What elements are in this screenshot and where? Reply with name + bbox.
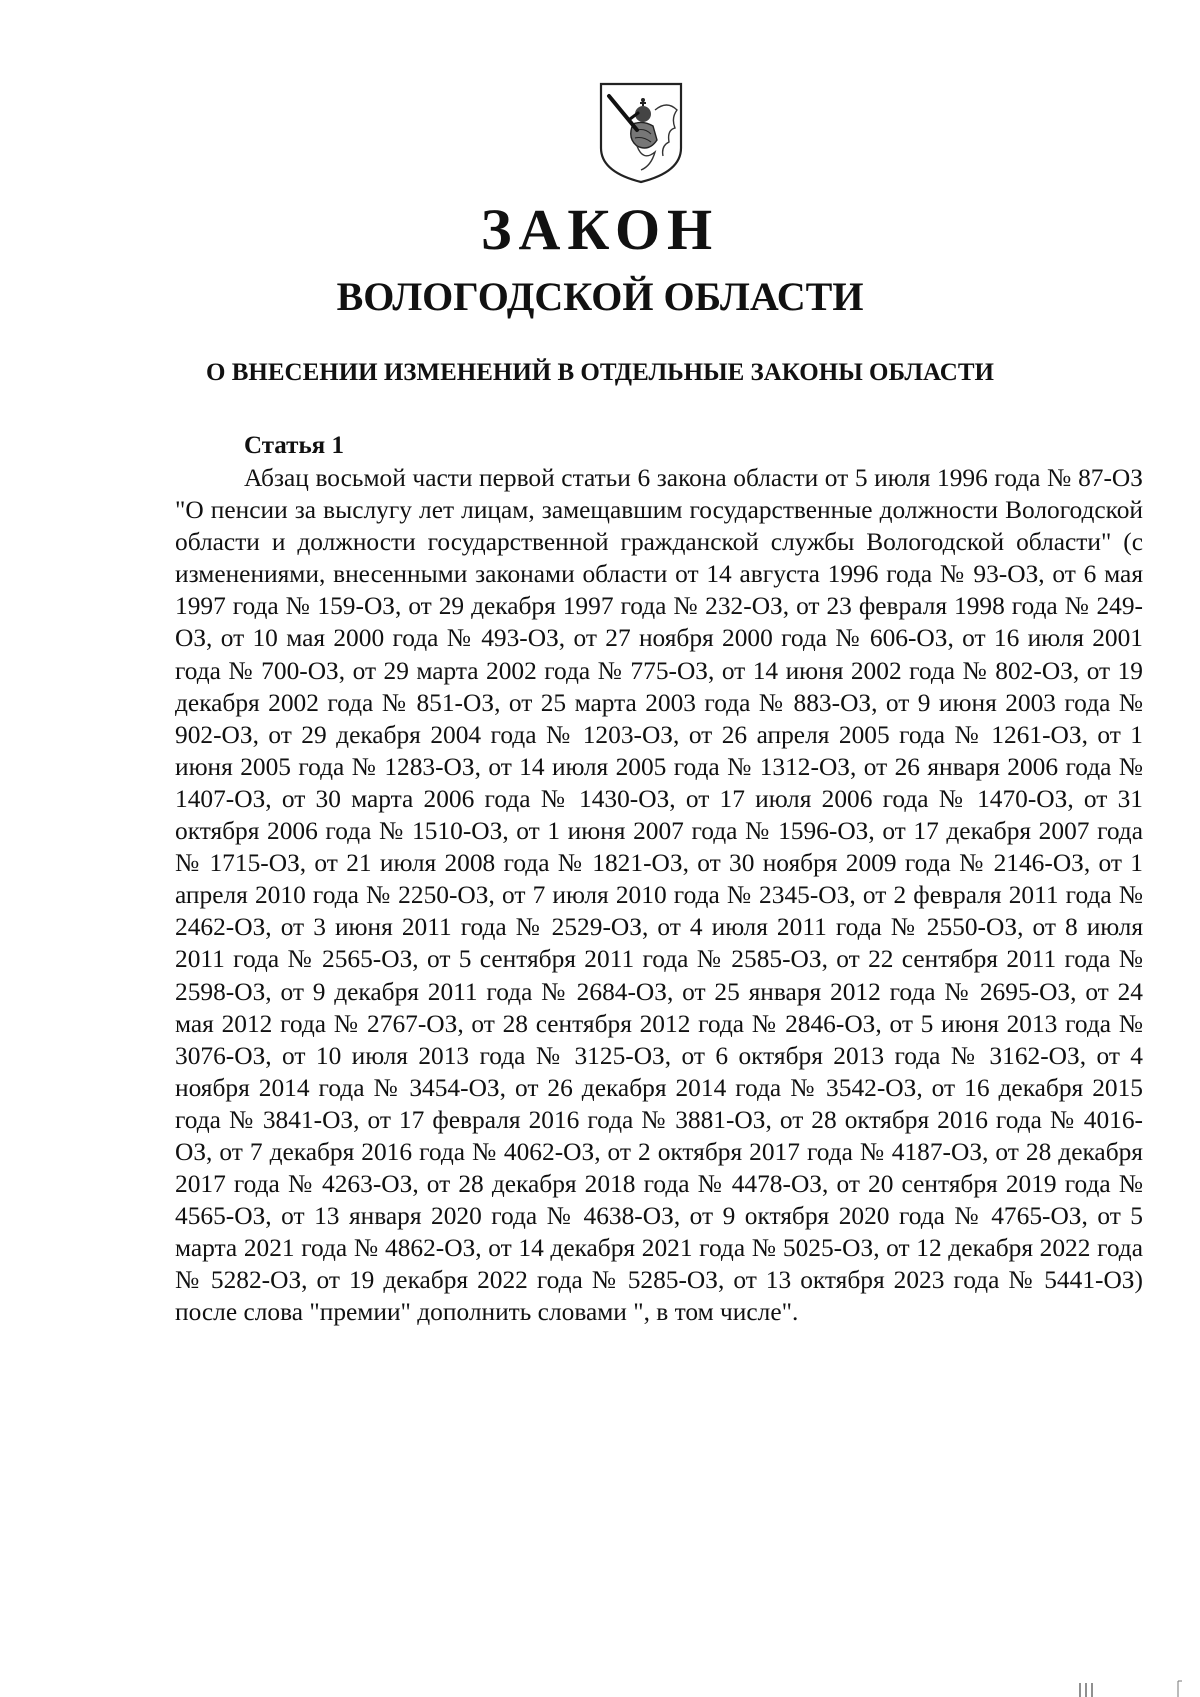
article-body: Абзац восьмой части первой статьи 6 закона области от 5 июля 1996 года № 87-ОЗ "О пенсии за выслугу лет лицам, замещавшим государственные должности Вологодской области и должности государственной гражданской службы Вологодской области" (с изменениями, внесенными законами области от 14 августа 1996 года № 93-ОЗ, от 6 мая 1997 года № 159-ОЗ, от 29 декабря 1997 года № 232-ОЗ, от 23 февраля 1998 года № 249-ОЗ, от 10 мая 2000 года № 493-ОЗ, от 27 ноября 2000 года № 606-ОЗ, от 16 июля 2001 года № 700-ОЗ, от 29 марта 2002 года № 775-ОЗ, от 14 июня 2002 года № 802-ОЗ, от 19 декабря 2002 года № 851-ОЗ, от 25 марта 2003 года № 883-ОЗ, от 9 июня 2003 года № 902-ОЗ, от 29 декабря 2004 года № 1203-ОЗ, от 26 апреля 2005 года № 1261-ОЗ, от 1 июня 2005 года № 1283-ОЗ, от 14 июля 2005 года № 1312-ОЗ, от 26 января 2006 года № 1407-ОЗ, от 30 марта 2006 года № 1430-ОЗ, от 17 июля 2006 года № 1470-ОЗ, от 31 октября 2006 года № 1510-ОЗ, от 1 июня 2007 года № 1596-ОЗ, от 17 декабря 2007 года № 1715-ОЗ, от 21 июля 2008 года № 1821-ОЗ, от 30 ноября 2009 года № 2146-ОЗ, от 1 апреля 2010 года № 2250-ОЗ, от 7 июля 2010 года № 2345-ОЗ, от 2 февраля 2011 года № 2462-ОЗ, от 3 июня 2011 года № 2529-ОЗ, от 4 июля 2011 года № 2550-ОЗ, от 8 июля 2011 года № 2565-ОЗ, от 5 сентября 2011 года № 2585-ОЗ, от 22 сентября 2011 года № 2598-ОЗ, от 9 декабря 2011 года № 2684-ОЗ, от 25 января 2012 года № 2695-ОЗ, от 24 мая 2012 года № 2767-ОЗ, от 28 сентября 2012 года № 2846-ОЗ, от 5 июня 2013 года № 3076-ОЗ, от 10 июля 2013 года № 3125-ОЗ, от 6 октября 2013 года № 3162-ОЗ, от 4 ноября 2014 года № 3454-ОЗ, от 26 декабря 2014 года № 3542-ОЗ, от 16 декабря 2015 года № 3841-ОЗ, от 17 февраля 2016 года № 3881-ОЗ, от 28 октября 2016 года № 4016-ОЗ, от 7 декабря 2016 года № 4062-ОЗ, от 2 октября 2017 года № 4187-ОЗ, от 28 декабря 2017 года № 4263-ОЗ, от 28 декабря 2018 года № 4478-ОЗ, от 20 сентября 2019 года № 4565-ОЗ, от 13 января 2020 года № 4638-ОЗ, от 9 октября 2020 года № 4765-ОЗ, от 5 марта 2021 года № 4862-ОЗ, от 14 декабря 2021 года № 5025-ОЗ, от 12 декабря 2022 года № 5282-ОЗ, от 19 декабря 2022 года № 5285-ОЗ, от 13 октября 2023 года № 5441-ОЗ) после слова "премии" дополнить словами ", в том числе". (175, 464, 1143, 1327)
vologda-coat-of-arms-icon (597, 80, 685, 186)
document-subtitle: ВОЛОГОДСКОЙ ОБЛАСТИ (336, 274, 864, 319)
document-title: ЗАКОН (480, 197, 720, 262)
law-title: О ВНЕСЕНИИ ИЗМЕНЕНИЙ В ОТДЕЛЬНЫЕ ЗАКОНЫ ОБЛАСТИ (206, 359, 994, 386)
scan-edge-marks (1078, 1679, 1188, 1697)
article-heading: Статья 1 (244, 432, 344, 459)
